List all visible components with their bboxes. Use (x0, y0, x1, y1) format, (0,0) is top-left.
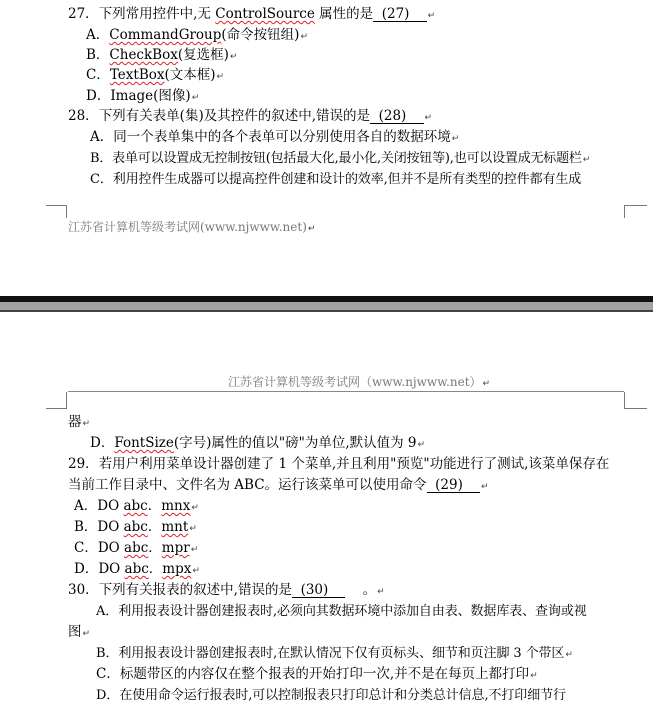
page-footer: 江苏省计算机等级考试网(www.njwww.net)↵ (68, 220, 316, 234)
question-number: 30． (68, 582, 99, 598)
option-28b: B．表单可以设置成无控制按钮(包括最大化,最小化,关闭按钮等),也可以设置成无标题栏↵ (90, 151, 591, 166)
question-text: 下列常用控件中,无 (98, 6, 216, 22)
question-text: 若用户利用菜单设计器创建了 1 个菜单,并且利用"预览"功能进行了测试,该菜单保存在 (98, 456, 610, 472)
continuation-text: 器↵ (68, 414, 91, 430)
crop-mark (624, 205, 647, 218)
question-text: 属性的是 (314, 6, 374, 22)
paragraph-mark-icon: ↵ (427, 11, 436, 21)
answer-blank: (27) (373, 7, 426, 22)
question-29 (68, 456, 609, 473)
question-number: 28． (68, 108, 99, 124)
keyword: ControlSource (215, 6, 315, 22)
option-28a: A．同一个表单集中的各个表单可以分别使用各自的数据环境↵ (90, 129, 460, 145)
question-number: 27． (68, 6, 99, 22)
paragraph-mark-icon: ↵ (451, 134, 460, 144)
page-separator (0, 296, 653, 312)
option-27a: A．CommandGroup(命令按钮组)↵ (86, 27, 308, 43)
option-28d: D．FontSize(字号)属性的值以"磅"为单位,默认值为 9↵ (90, 435, 426, 451)
option-30d: D．在使用命令运行报表时,可以控制报表只打印总计和分类总计信息,不打印细节行 (96, 688, 566, 703)
paragraph-mark-icon: ↵ (300, 32, 308, 42)
option-29c: C．DO abc．mpr↵ (74, 540, 199, 556)
page-header: 江苏省计算机等级考试网（www.njwww.net）↵ (228, 375, 491, 389)
document-page-1 (0, 0, 653, 302)
paragraph-mark-icon: ↵ (582, 155, 591, 165)
crop-mark (624, 392, 647, 409)
question-28 (68, 108, 432, 127)
option-30a-line2: 图↵ (68, 624, 91, 640)
option-27d: D．Image(图像)↵ (86, 88, 200, 104)
option-30a: A．利用报表设计器创建报表时,必须向其数据环境中添加自由表、数据库表、查询或视 (96, 604, 587, 619)
question-number: 29． (68, 456, 99, 472)
paragraph-mark-icon: ↵ (481, 482, 489, 492)
answer-blank: (30) (292, 583, 345, 598)
crop-mark (46, 205, 67, 218)
crop-mark (46, 392, 67, 409)
paragraph-mark-icon: ↵ (191, 93, 200, 103)
option-28c: C．利用控件生成器可以提高控件创建和设计的效率,但并不是所有类型的控件都有生成 (90, 172, 582, 187)
answer-blank: (29) (427, 478, 480, 493)
question-29-line2: 当前工作目录中、文件名为 ABC。运行该菜单可以使用命令 (29) ↵ (68, 477, 489, 493)
document-page-2 (0, 312, 653, 703)
option-29d: D．DO abc．mpx↵ (74, 561, 200, 577)
question-text: 下列有关表单(集)及其控件的叙述中,错误的是 (98, 108, 371, 124)
paragraph-mark-icon: ↵ (424, 113, 433, 123)
option-29b: B．DO abc．mnt↵ (74, 519, 197, 535)
question-30: 30．下列有关报表的叙述中,错误的是 (30) 。↵ (68, 582, 385, 598)
answer-blank: (28) (370, 109, 423, 124)
option-30c: C．标题带区的内容仅在整个报表的开始打印一次,并不是在每页上都打印↵ (96, 666, 538, 682)
option-27c: C．TextBox(文本框)↵ (86, 67, 225, 83)
paragraph-mark-icon: ↵ (216, 72, 225, 82)
option-27b: B．CheckBox(复选框)↵ (86, 47, 238, 63)
question-text: 下列有关报表的叙述中,错误的是 (98, 582, 292, 598)
paragraph-mark-icon: ↵ (229, 52, 238, 62)
header-rule (68, 391, 624, 392)
option-29a: A．DO abc．mnx↵ (74, 498, 199, 514)
option-30b: B．利用报表设计器创建报表时,在默认情况下仅有页标头、细节和页注脚 3 个带区↵ (96, 646, 573, 661)
question-27 (68, 6, 435, 25)
paragraph-mark-icon: ↵ (417, 440, 426, 450)
